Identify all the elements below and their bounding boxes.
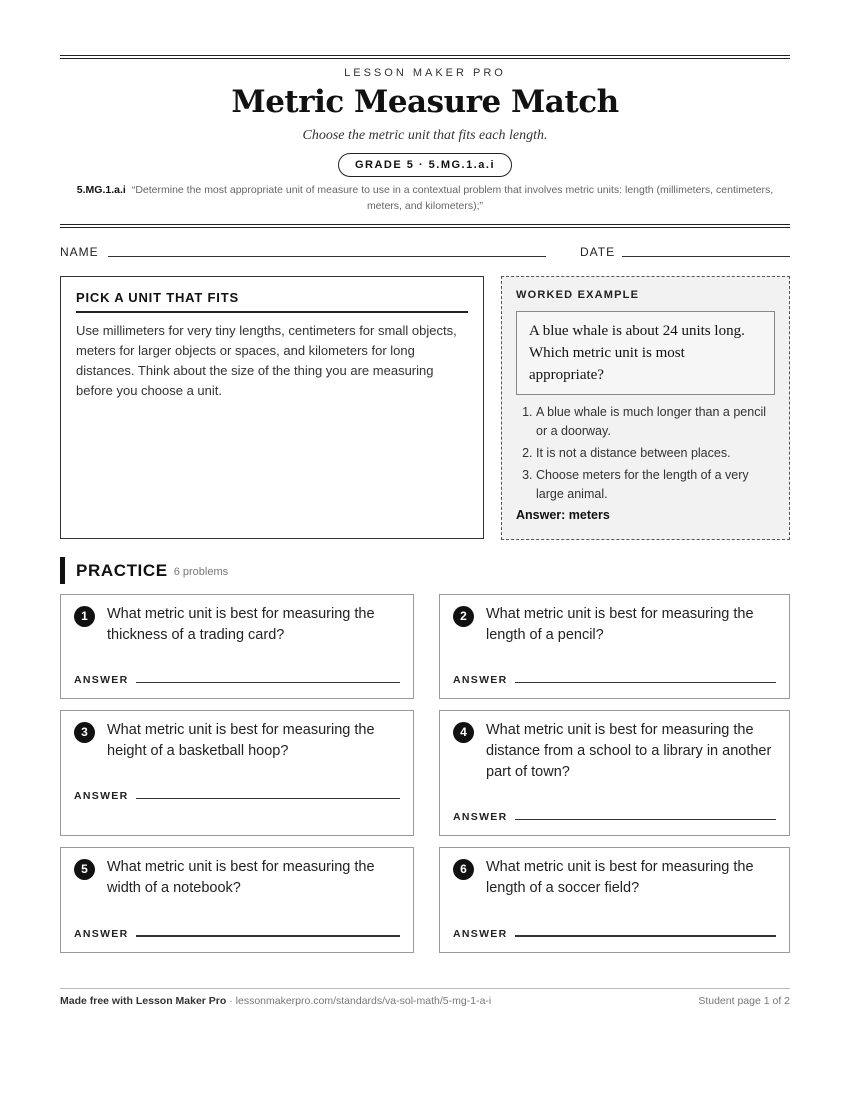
answer-label: ANSWER xyxy=(74,928,129,940)
answer-label: ANSWER xyxy=(453,928,508,940)
answer-label: ANSWER xyxy=(74,674,129,686)
problem-number: 6 xyxy=(453,859,474,880)
standard-description xyxy=(72,182,778,214)
answer-label: ANSWER xyxy=(453,811,508,823)
problem-card-4 xyxy=(439,710,790,836)
worked-example-answer: Answer: meters xyxy=(516,508,610,522)
header-bottom-rule xyxy=(60,224,790,228)
date-field[interactable] xyxy=(622,256,790,257)
footer-rule xyxy=(60,988,790,989)
answer-field[interactable] xyxy=(136,682,400,683)
name-label: NAME xyxy=(60,245,99,259)
worked-example-step: 2. It is not a distance between places. xyxy=(536,444,775,463)
name-date-row xyxy=(60,245,790,261)
problem-card-5 xyxy=(60,847,414,953)
worked-example-box xyxy=(501,276,790,540)
footer-credit xyxy=(60,995,491,1007)
answer-label: ANSWER xyxy=(74,790,129,802)
answer-field[interactable] xyxy=(136,935,400,937)
page-subtitle: Choose the metric unit that fits each length. xyxy=(302,128,548,143)
worked-example-step: 3. Choose meters for the length of a very large animal. xyxy=(536,466,775,504)
problem-card-3 xyxy=(60,710,414,836)
answer-field[interactable] xyxy=(515,819,776,820)
date-label: DATE xyxy=(580,245,616,259)
practice-heading xyxy=(60,557,228,584)
problem-card-1 xyxy=(60,594,414,699)
practice-title: PRACTICE xyxy=(76,561,168,580)
header-top-rule xyxy=(60,55,790,59)
unit-tips-heading: PICK A UNIT THAT FITS xyxy=(76,290,468,313)
worked-example-heading: WORKED EXAMPLE xyxy=(516,289,640,301)
footer-page-number: Student page 1 of 2 xyxy=(698,995,790,1007)
problem-question: What metric unit is best for measuring the distance from a school to a library in another part of town? xyxy=(486,722,772,780)
standard-code: 5.MG.1.a.i xyxy=(76,184,126,196)
answer-field[interactable] xyxy=(515,682,776,683)
unit-tips-body: Use millimeters for very tiny lengths, centimeters for small objects, meters for larger objects or spaces, and kilometers for long distances. Think about the size of the thing you are measuring before you choose a unit. xyxy=(76,323,457,398)
worked-example-step: 1. A blue whale is much longer than a pencil or a doorway. xyxy=(536,403,775,441)
practice-count: 6 problems xyxy=(173,565,229,578)
answer-field[interactable] xyxy=(136,798,400,799)
unit-tips-box xyxy=(60,276,484,539)
problem-number: 3 xyxy=(74,722,95,743)
worked-example-steps xyxy=(516,403,775,504)
problem-number: 4 xyxy=(453,722,474,743)
problem-number: 5 xyxy=(74,859,95,880)
brand-name: LESSON MAKER PRO xyxy=(344,67,506,79)
problem-number: 1 xyxy=(74,606,95,627)
answer-label: ANSWER xyxy=(453,674,508,686)
name-field[interactable] xyxy=(108,256,546,257)
problem-number: 2 xyxy=(453,606,474,627)
problem-question: What metric unit is best for measuring the height of a basketball hoop? xyxy=(107,722,375,759)
grade-badge: GRADE 5 · 5.MG.1.a.i xyxy=(338,153,512,177)
answer-field[interactable] xyxy=(515,935,776,937)
problem-card-6 xyxy=(439,847,790,953)
footer-url[interactable]: · lessonmakerpro.com/standards/va-sol-math/5-mg-1-a-i xyxy=(226,995,492,1007)
problem-question: What metric unit is best for measuring the length of a pencil? xyxy=(486,606,754,643)
problem-question: What metric unit is best for measuring the width of a notebook? xyxy=(107,859,375,896)
problem-question: What metric unit is best for measuring the length of a soccer field? xyxy=(486,859,754,896)
problem-question: What metric unit is best for measuring the thickness of a trading card? xyxy=(107,606,375,643)
worked-example-question: A blue whale is about 24 units long. Which metric unit is most appropriate? xyxy=(516,311,775,395)
problem-card-2 xyxy=(439,594,790,699)
standard-text: “Determine the most appropriate unit of measure to use in a contextual problem that involves metric units: length (millimeters, centimeters, meters, and kilometers);” xyxy=(131,184,774,212)
footer-made-with: Made free with Lesson Maker Pro xyxy=(60,995,227,1007)
page-title: Metric Measure Match xyxy=(231,84,619,120)
